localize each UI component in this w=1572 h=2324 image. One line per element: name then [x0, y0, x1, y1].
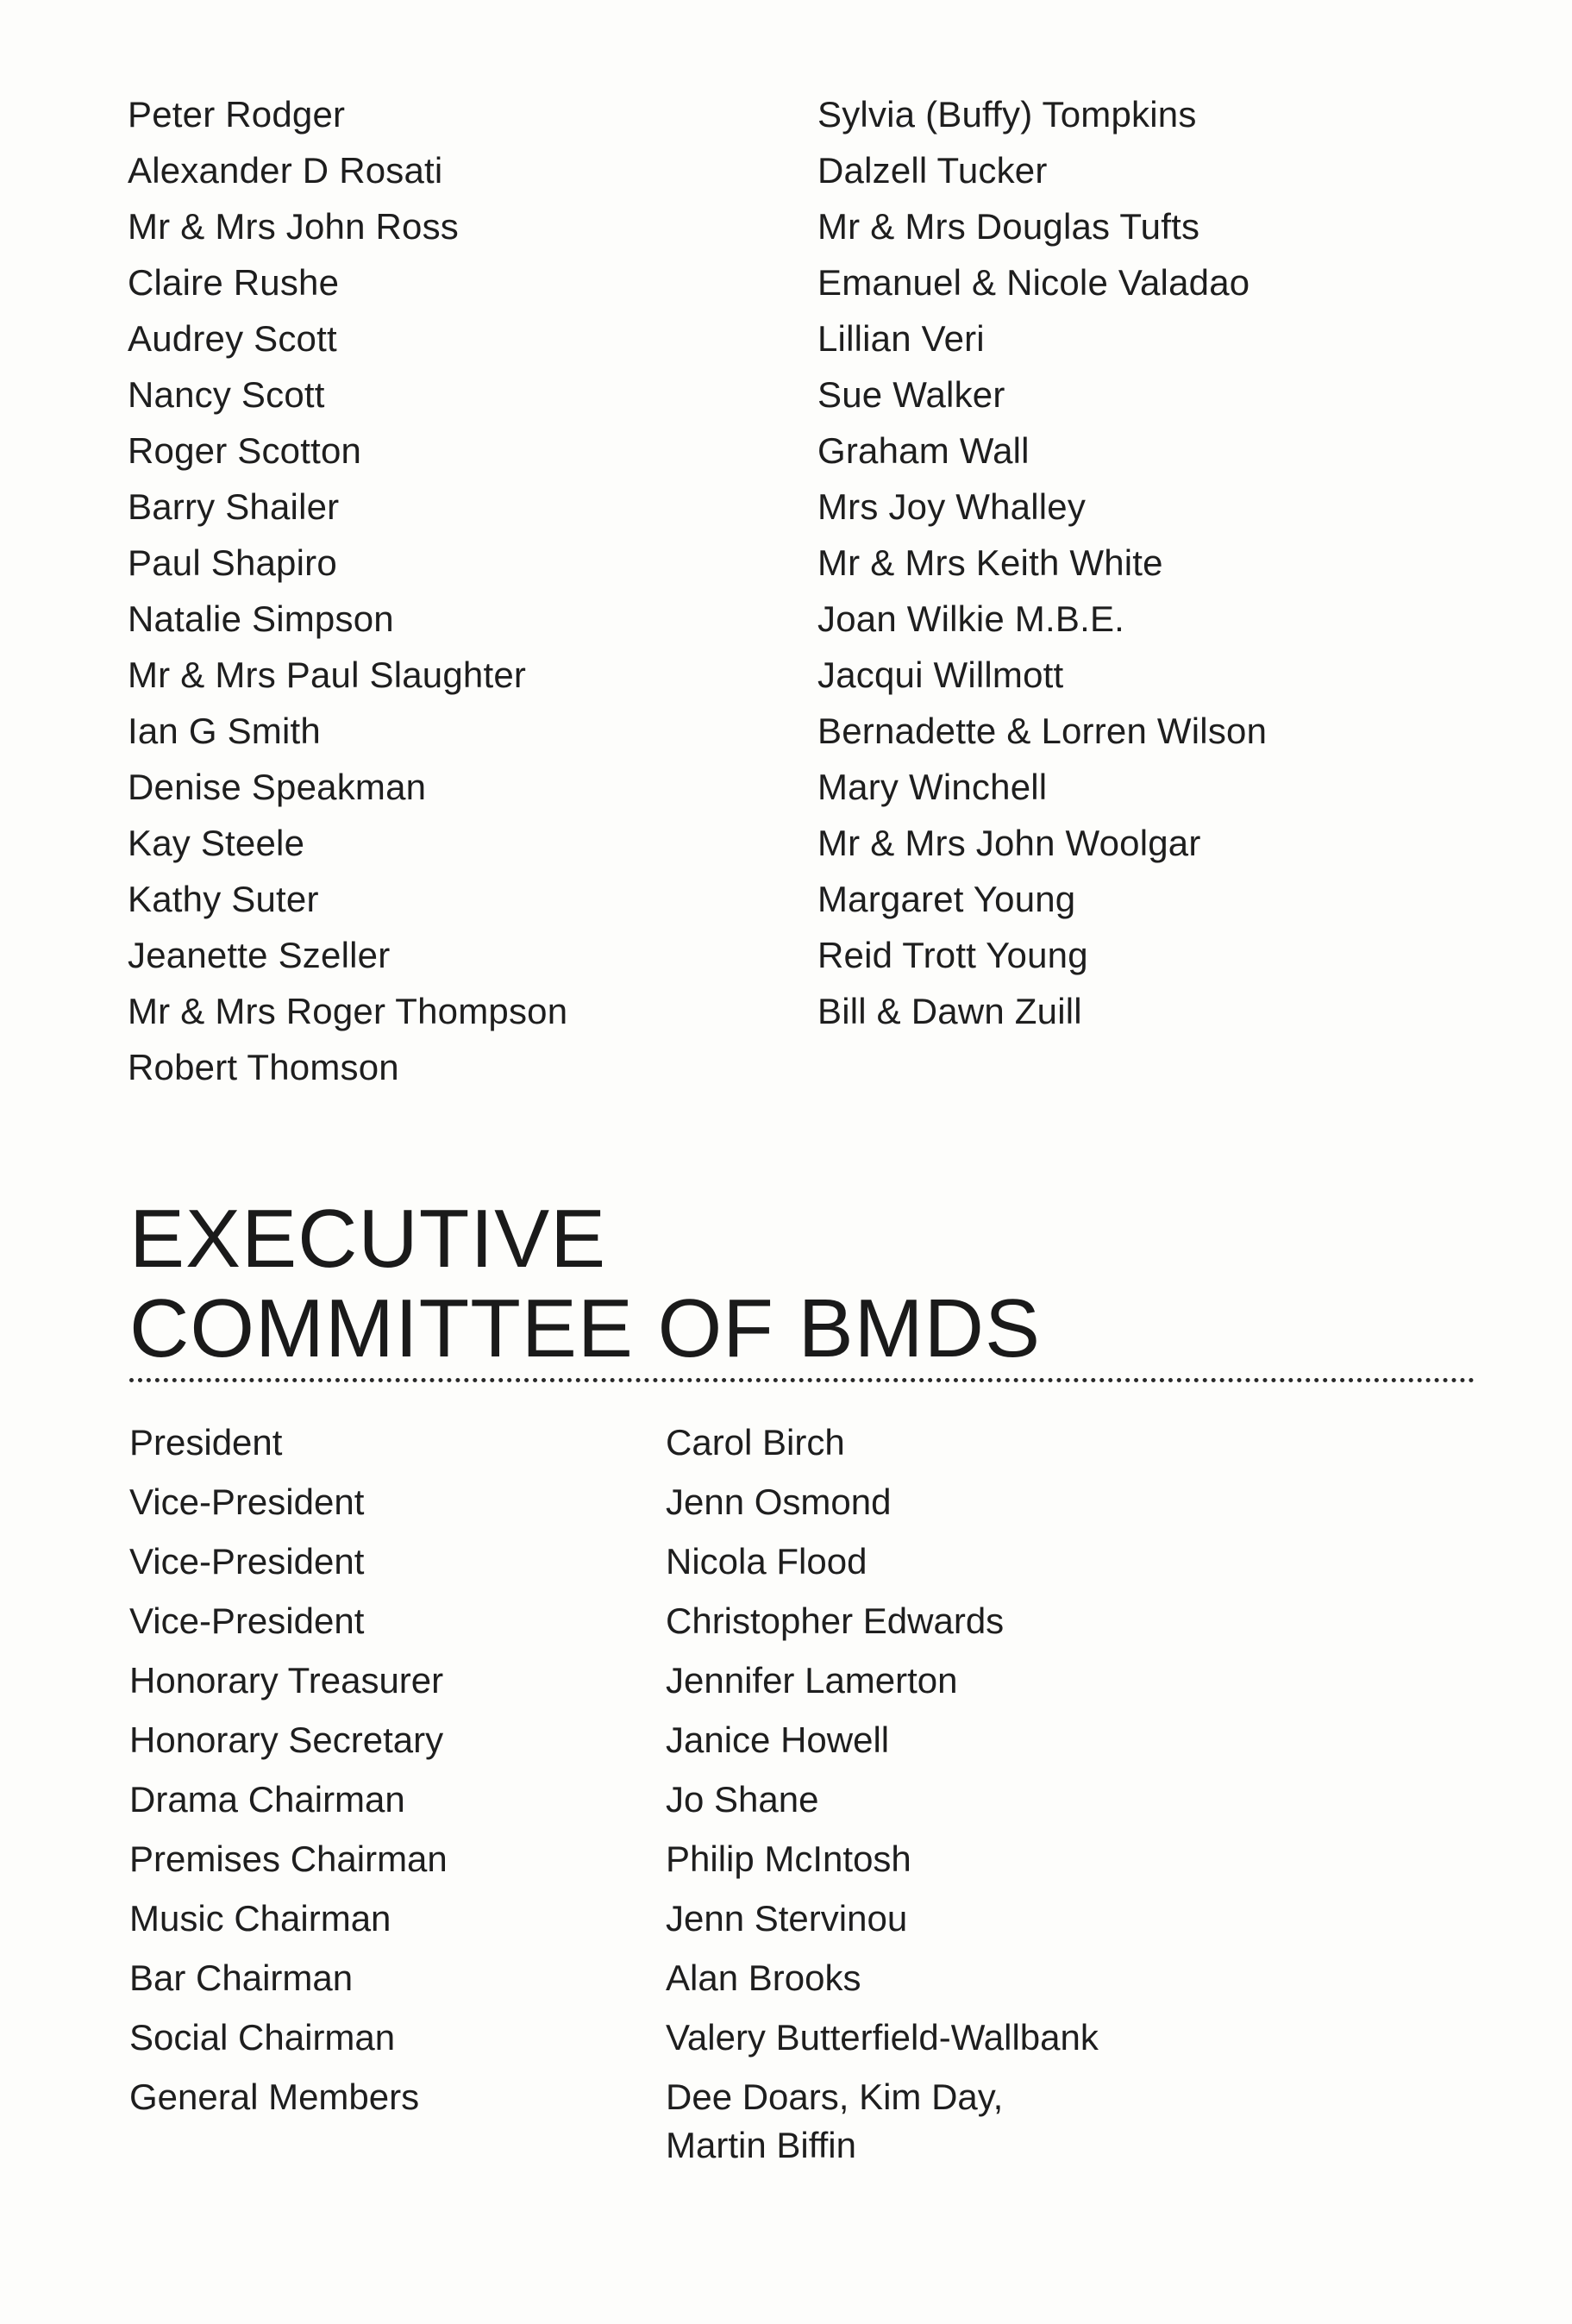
- committee-row: [129, 1954, 1423, 2014]
- patron-name: Kathy Suter: [128, 879, 319, 919]
- patron-name: Mr & Mrs Roger Thompson: [128, 991, 568, 1031]
- patron-name: Dalzell Tucker: [817, 150, 1048, 191]
- patron-name: Sylvia (Buffy) Tompkins: [817, 94, 1197, 135]
- patron-name: Mr & Mrs Keith White: [817, 542, 1163, 583]
- patron-name: Claire Rushe: [128, 262, 340, 303]
- committee-row: [129, 1895, 1423, 1954]
- committee-role: Vice-President: [129, 1541, 365, 1582]
- patron-name: Peter Rodger: [128, 94, 346, 135]
- committee-heading: [129, 1194, 1041, 1374]
- committee-row: [129, 1657, 1423, 1716]
- committee-member: Carol Birch: [666, 1422, 845, 1463]
- patron-name: Paul Shapiro: [128, 542, 337, 583]
- patron-name: Barry Shailer: [128, 486, 340, 527]
- patron-name: Audrey Scott: [128, 318, 337, 359]
- patrons-list-left: [128, 86, 567, 1095]
- committee-member: Philip McIntosh: [666, 1839, 911, 1879]
- patron-name: Margaret Young: [817, 879, 1076, 919]
- committee-member: Jennifer Lamerton: [666, 1660, 958, 1701]
- patron-name: Emanuel & Nicole Valadao: [817, 262, 1250, 303]
- patron-name: Mrs Joy Whalley: [817, 486, 1087, 527]
- committee-member: Alan Brooks: [666, 1958, 861, 1998]
- committee-row: [129, 1776, 1423, 1835]
- committee-role: Bar Chairman: [129, 1958, 354, 1998]
- committee-role: Vice-President: [129, 1600, 365, 1641]
- patron-name: Bernadette & Lorren Wilson: [817, 711, 1268, 751]
- patron-name: Kay Steele: [128, 823, 305, 863]
- committee-row: [129, 2073, 1423, 2177]
- committee-row: [129, 1538, 1423, 1597]
- committee-member: Jo Shane: [666, 1779, 819, 1820]
- patron-name: Graham Wall: [817, 430, 1030, 471]
- committee-role: Premises Chairman: [129, 1839, 448, 1879]
- committee-role: Honorary Treasurer: [129, 1660, 444, 1701]
- patron-name: Mary Winchell: [817, 767, 1048, 807]
- committee-member: Jenn Osmond: [666, 1481, 892, 1522]
- committee-member: Janice Howell: [666, 1720, 890, 1760]
- patron-name: Reid Trott Young: [817, 935, 1088, 975]
- committee-member: Valery Butterfield-Wallbank: [666, 2017, 1099, 2058]
- committee-role: General Members: [129, 2077, 420, 2117]
- committee-heading-line-1: EXECUTIVE: [129, 1193, 607, 1285]
- committee-role: President: [129, 1422, 283, 1463]
- patron-name: Natalie Simpson: [128, 598, 394, 639]
- committee-list: [129, 1419, 1423, 2177]
- patron-name: Alexander D Rosati: [128, 150, 443, 191]
- committee-row: [129, 1716, 1423, 1776]
- committee-row: [129, 1835, 1423, 1895]
- patron-name: Mr & Mrs Douglas Tufts: [817, 206, 1200, 247]
- committee-role: Social Chairman: [129, 2017, 396, 2058]
- committee-role: Honorary Secretary: [129, 1720, 444, 1760]
- patron-name: Lillian Veri: [817, 318, 985, 359]
- committee-row: [129, 2014, 1423, 2073]
- committee-member: Dee Doars, Kim Day, Martin Biffin: [666, 2077, 1004, 2165]
- dotted-divider: [129, 1378, 1475, 1382]
- patron-name: Denise Speakman: [128, 767, 427, 807]
- patron-name: Jacqui Willmott: [817, 655, 1064, 695]
- patron-name: Jeanette Szeller: [128, 935, 391, 975]
- committee-role: Music Chairman: [129, 1898, 391, 1939]
- committee-row: [129, 1597, 1423, 1657]
- patron-name: Mr & Mrs John Woolgar: [817, 823, 1201, 863]
- committee-member: Jenn Stervinou: [666, 1898, 908, 1939]
- patron-name: Robert Thomson: [128, 1047, 399, 1087]
- committee-member: Nicola Flood: [666, 1541, 867, 1582]
- patron-name: Mr & Mrs John Ross: [128, 206, 459, 247]
- patron-name: Ian G Smith: [128, 711, 321, 751]
- committee-role: Drama Chairman: [129, 1779, 405, 1820]
- committee-role: Vice-President: [129, 1481, 365, 1522]
- patron-name: Nancy Scott: [128, 374, 325, 415]
- patron-name: Bill & Dawn Zuill: [817, 991, 1082, 1031]
- patrons-list-right: [817, 86, 1267, 1039]
- patron-name: Joan Wilkie M.B.E.: [817, 598, 1125, 639]
- committee-row: [129, 1478, 1423, 1538]
- committee-heading-line-2: COMMITTEE OF BMDS: [129, 1282, 1041, 1375]
- patron-name: Mr & Mrs Paul Slaughter: [128, 655, 527, 695]
- patron-name: Sue Walker: [817, 374, 1005, 415]
- committee-member: Christopher Edwards: [666, 1600, 1005, 1641]
- patron-name: Roger Scotton: [128, 430, 362, 471]
- committee-row: [129, 1419, 1423, 1478]
